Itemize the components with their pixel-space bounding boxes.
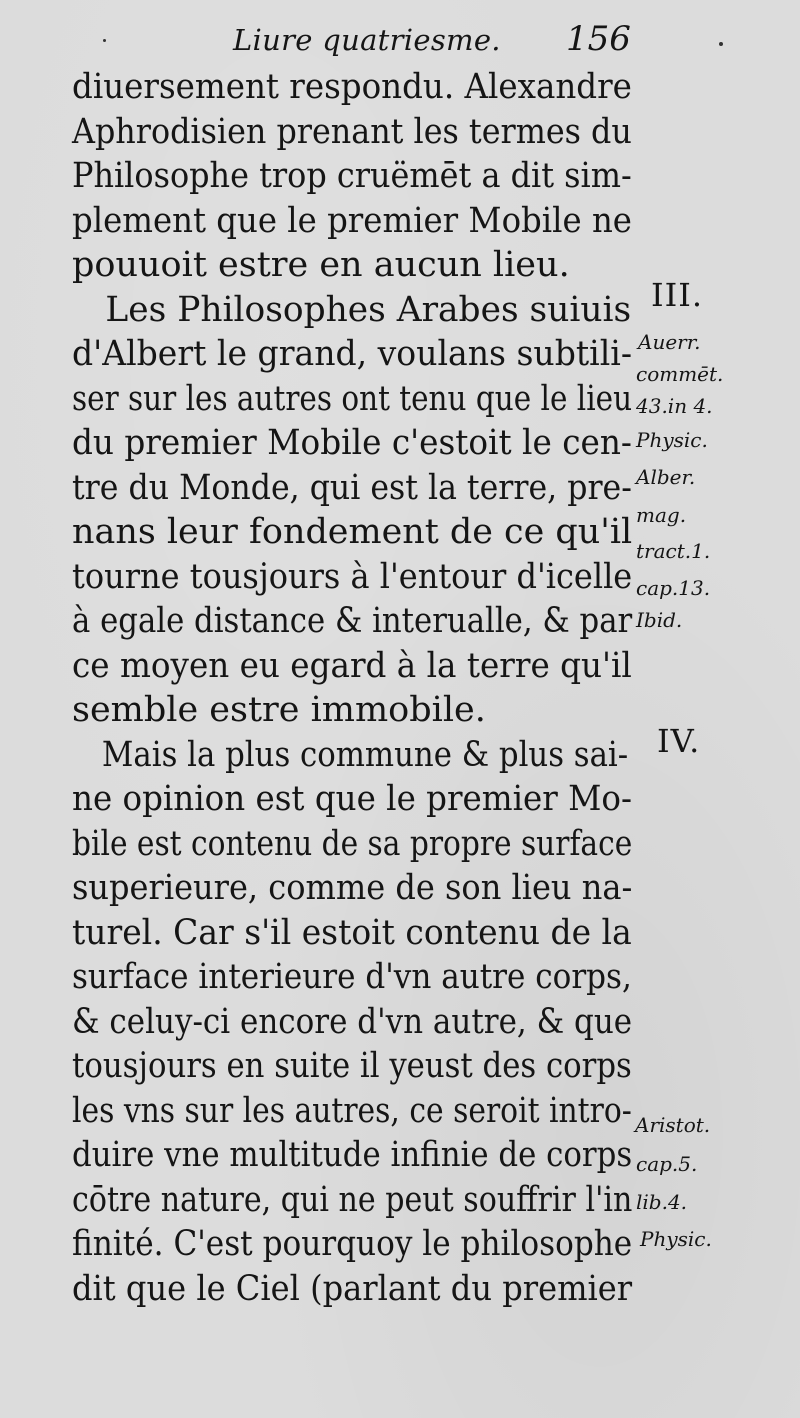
margin-note: Physic. [640,1227,712,1251]
paragraph-start-line: Les Philosophes Arabes suiuis [105,289,632,330]
text-line: Philosophe trop cruëmēt a dit sim- [72,156,632,196]
margin-note: Alber. [636,465,696,489]
text-line: tre du Monde, qui est la terre, pre- [72,467,632,508]
text-line: & celuy-ci encore d'vn autre, & que [72,1001,633,1042]
text-line: tourne tousjours à l'entour d'icelle [72,556,633,597]
running-head [0,19,800,59]
text-line: bile est contenu de sa propre surface [72,823,633,864]
text-line: du premier Mobile c'estoit le cen- [72,423,632,463]
margin-note: Auerr. [638,330,701,354]
running-title: Liure quatriesme. [233,23,501,57]
text-line: duire vne multitude infinie de corps [72,1135,633,1175]
section-number-iv: IV. [657,722,701,760]
text-line: nans leur fondement de ce qu'il [72,512,633,552]
text-line: d'Albert le grand, voulans subtili- [72,334,633,374]
paragraph-start-line: Mais la plus commune & plus sai- [101,734,629,775]
text-line: Aphrodisien prenant les termes du [72,111,632,152]
margin-note: commēt. [636,362,724,386]
text-line: superieure, comme de son lieu na- [72,868,633,908]
margin-note: Aristot. [635,1113,711,1137]
text-line: plement que le premier Mobile ne [72,200,632,241]
text-line: ne opinion est que le premier Mo- [72,779,632,819]
main-text-column [72,65,632,1311]
text-line: finité. C'est pourquoy le philosophe [72,1224,633,1264]
margin-note: Ibid. [636,608,683,632]
text-line: tousjours en suite il yeust des corps [72,1046,632,1086]
margin-note: lib.4. [636,1190,688,1214]
paper-speck [719,42,723,46]
text-line: pouuoit estre en aucun lieu. [72,245,570,285]
text-line: ser sur les autres ont tenu que le lieu [72,378,633,419]
margin-note: 43.in 4. [636,394,713,418]
section-number-iii: III. [651,276,704,314]
margin-note: Physic. [636,428,708,452]
text-line: diuersement respondu. Alexandre [72,67,632,107]
text-line: ce moyen eu egard à la terre qu'il [72,645,632,686]
text-line: semble estre immobile. [72,690,486,730]
margin-note: cap.13. [636,576,711,600]
text-line: à egale distance & interualle, & par [72,601,633,641]
margin-note: tract.1. [636,539,711,563]
text-line: surface interieure d'vn autre corps, [72,957,632,997]
margin-note: cap.5. [636,1152,698,1176]
margin-note: mag. [636,503,687,527]
text-line: turel. Car s'il estoit contenu de la [72,912,632,953]
paper-speck [103,39,106,42]
text-line: dit que le Ciel (parlant du premier [72,1268,633,1309]
text-line: les vns sur les autres, ce seroit intro- [72,1090,632,1131]
text-line: cōtre nature, qui ne peut souffrir l'in [72,1179,633,1220]
page-number: 156 [566,19,631,59]
